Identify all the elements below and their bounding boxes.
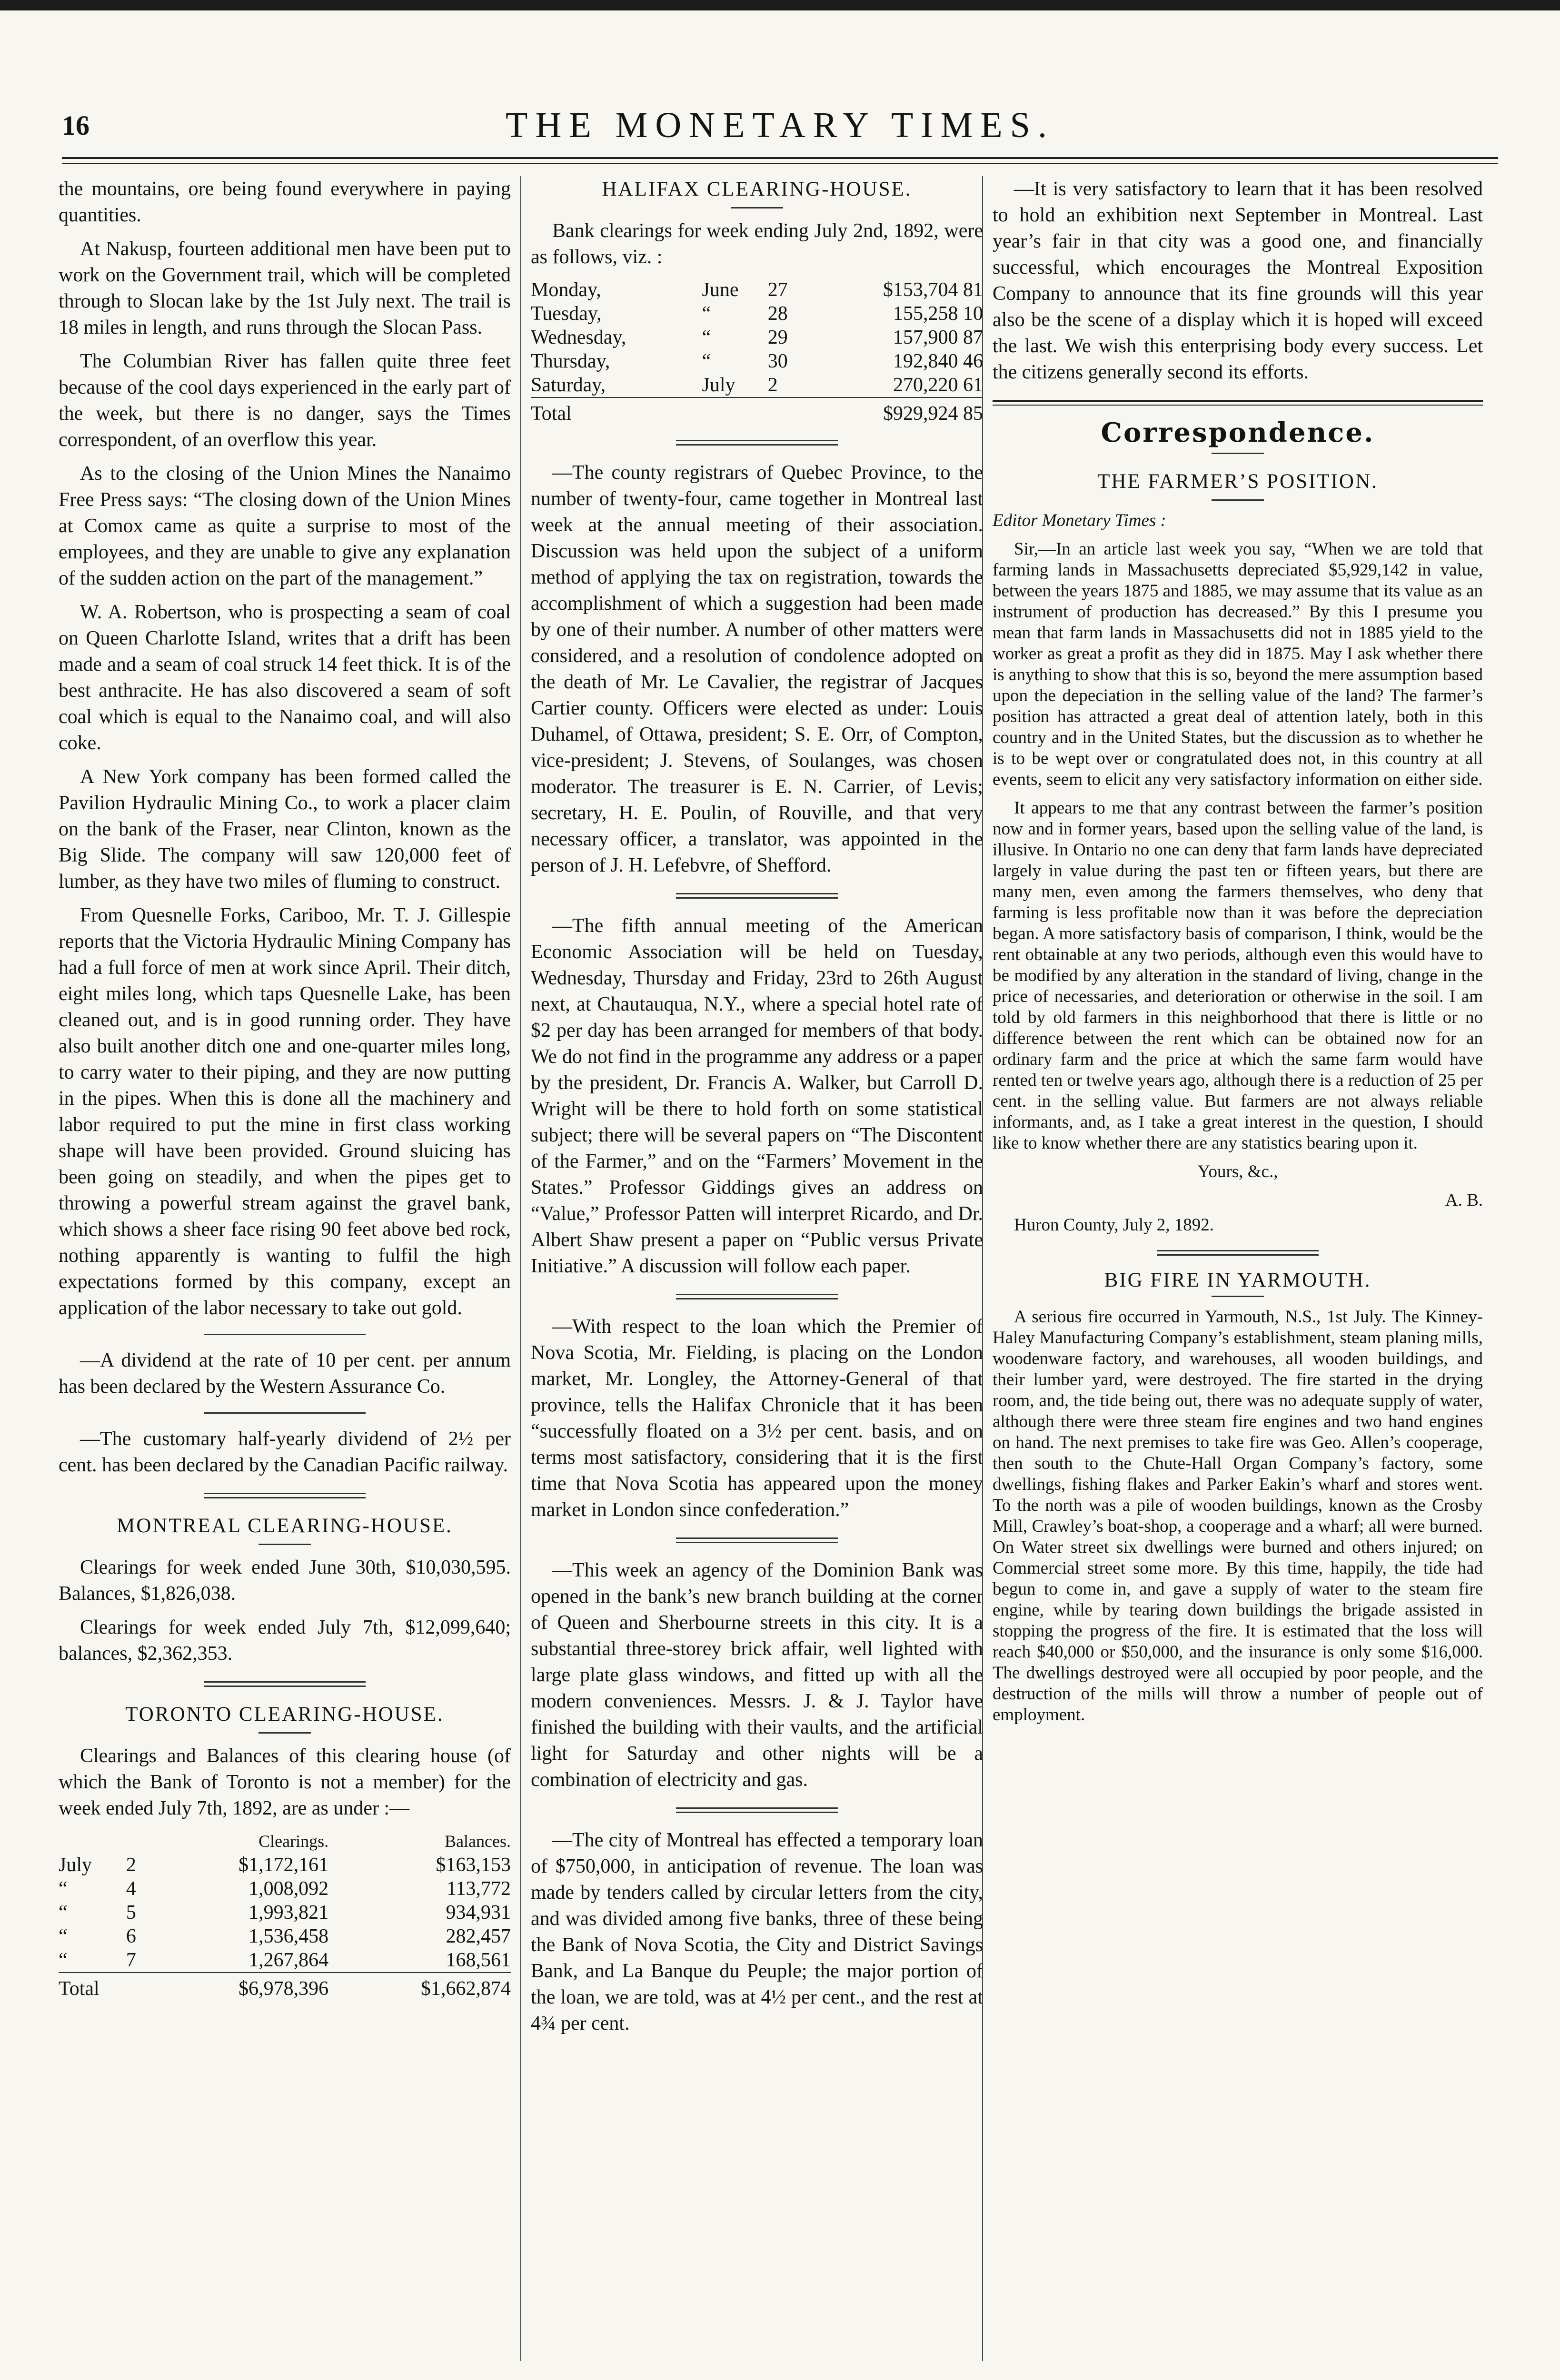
toronto-clearings-table (59, 1829, 511, 2001)
balances-cell: $163,153 (436, 1854, 511, 1876)
article-text: —With respect to the loan which the Premier of Nova Scotia, Mr. Fielding, is placing on the London market, Mr. Longley, the Attorney-General of that province, tells the Halifax Chronicle that it has been “successfully floated on a 3½ per cent. basis, and on terms most satisfactory, considering that it is the first time that Nova Scotia has appeared upon the money market in London since confederation.” (531, 1316, 983, 1521)
month-cell: “ (702, 350, 711, 372)
table-total-row (59, 1973, 511, 2001)
weekday-cell: Saturday, (531, 374, 606, 396)
section-heading: BIG FIRE IN YARMOUTH. (1104, 1269, 1371, 1291)
table-row (531, 349, 983, 373)
day-cell: 2 (126, 1854, 136, 1876)
date-cell: 27 (767, 279, 788, 301)
divider (676, 1807, 838, 1813)
weekday-cell: Thursday, (531, 350, 610, 372)
section-heading: MONTREAL CLEARING-HOUSE. (117, 1515, 453, 1537)
article-text: —The county registrars of Quebec Province, to the number of twenty-four, came together in Montreal last week at the annual meeting of their association. Discussion was held upon the subject of a uniform method of applying the tax on registration, towards the accomplishment of which a suggestion had been made by one of their number. A number of other matters were considered, and a resolution of condolence adopted on the death of Mr. Le Cavalier, the registrar of Jacques Cartier county. Officers were elected as under: Louis Duhamel, of Ottawa, president; S. E. Orr, of Compton, vice-president; J. Stevens, of Soulanges, was chosen moderator. The treasurer is E. N. Carrier, of Levis; secretary, H. E. Poulin, of Rouville, and that very necessary officer, a translator, was appointed in the person of J. H. Lefebvre, of Shefford. (531, 462, 983, 876)
article-text: —A dividend at the rate of 10 per cent. per annum has been declared by the Western Assurance Co. (59, 1349, 511, 1398)
column-2 (520, 176, 983, 2361)
divider (1157, 1250, 1319, 1256)
article-text: Clearings for week ended June 30th, $10,030,595. Balances, $1,826,038. (59, 1557, 511, 1605)
article-text: —It is very satisfactory to learn that it has been resolved to hold an exhibition next September in Montreal. Last year’s fair in that city was a good one, and financially successful, which encourages the Montreal Exposition Company to announce that its fine grounds will this year also be the scene of a display which it is hoped will exceed the last. We wish this enterprising body every success. Let the citizens generally second its efforts. (993, 178, 1483, 383)
balances-cell: 934,931 (446, 1902, 511, 1924)
divider (258, 1732, 311, 1734)
column-1 (59, 176, 511, 2361)
divider (1212, 1296, 1264, 1297)
page-number: 16 (62, 110, 89, 141)
top-border (0, 0, 1560, 10)
section-heading: THE FARMER’S POSITION. (1097, 470, 1378, 493)
day-cell: 5 (126, 1902, 136, 1924)
balances-cell: 113,772 (447, 1878, 511, 1900)
month-cell: “ (702, 303, 711, 325)
amount-cell: 270,220 61 (893, 374, 983, 396)
day-cell: 7 (126, 1949, 136, 1971)
newspaper-title: THE MONETARY TIMES. (506, 105, 1054, 145)
divider (1212, 499, 1264, 501)
date-cell: 29 (767, 327, 788, 348)
article-text: Clearings and Balances of this clearing house (of which the Bank of Toronto is not a member) for the week ended July 7th, 1892, are as under :— (59, 1745, 511, 1819)
letter (993, 510, 1483, 1726)
clearings-cell: 1,536,458 (248, 1925, 329, 1947)
divider (1212, 453, 1264, 454)
article-text: Clearings for week ended July 7th, $12,099,640; balances, $2,362,353. (59, 1616, 511, 1665)
article-text: —The customary half-yearly dividend of 2½ per cent. has been declared by the Canadian Pacific railway. (59, 1428, 511, 1476)
month-cell: “ (702, 327, 711, 348)
total-amount: $929,924 85 (804, 397, 983, 426)
balances-cell: 282,457 (446, 1925, 511, 1947)
total-balances: $1,662,874 (328, 1973, 511, 2001)
total-clearings: $6,978,396 (146, 1973, 328, 2001)
month-cell: “ (59, 1925, 68, 1947)
clearings-cell: $1,172,161 (238, 1854, 329, 1876)
article-text: At Nakusp, fourteen additional men have been put to work on the Government trail, which will be completed through to Slocan lake by the 1st July next. The trail is 18 miles in length, and runs through the Slocan Pass. (59, 238, 511, 338)
table-row (59, 1948, 511, 1973)
divider (731, 207, 783, 208)
article-text: the mountains, ore being found everywhere in paying quantities. (59, 178, 511, 226)
divider (204, 1493, 366, 1498)
article-text: —The fifth annual meeting of the American Economic Association will be held on Tuesday, Wednesday, Thursday and Friday, 23rd to 26th August next, at Chautauqua, N.Y., where a special hotel rate of $2 per day has been arranged for members of that body. We do not find in the programme any address or a paper by the president, Dr. Francis A. Walker, but Carroll D. Wright will be there to hold forth on some statistical subject; there will be several papers on “The Discontent of the Farmer,” and on the “Farmers’ Movement in the States.” Professor Giddings gives an address on “Value,” Professor Patten will interpret Ricardo, and Dr. Albert Shaw present a paper on “Public versus Private Initiative.” A discussion will follow each paper. (531, 915, 983, 1277)
date-cell: 28 (767, 303, 788, 325)
day-cell: 4 (126, 1878, 136, 1900)
table-row (59, 1877, 511, 1901)
date-cell: 2 (767, 374, 778, 396)
day-cell: 6 (126, 1925, 136, 1947)
column-3 (982, 176, 1483, 2361)
column-header: Balances. (445, 1832, 511, 1851)
article-text: —This week an agency of the Dominion Bank was opened in the bank’s new branch building at the corner of Queen and Sherbourne streets in this city. It is a substantial three-storey brick affair, well lighted with large plate glass windows, and fitted up with all the modern conveniences. Messrs. J. & J. Taylor have finished the building with their vaults, and the artificial light for Saturday and other nights will be a combination of electricity and gas. (531, 1559, 983, 1791)
table-row (59, 1924, 511, 1948)
date-cell: 30 (767, 350, 788, 372)
article-text: A New York company has been formed called the Pavilion Hydraulic Mining Co., to work a placer claim on the bank of the Fraser, near Clinton, known as the Big Slide. The company will saw 120,000 feet of lumber, as they have two miles of fluming to construct. (59, 766, 511, 892)
table-row (531, 326, 983, 349)
divider (676, 1294, 838, 1299)
article-text: A serious fire occurred in Yarmouth, N.S., 1st July. The Kinney-Haley Manufacturing Company’s establishment, steam planing mills, woodenware factory, and warehouses, all wooden buildings, and their lumber yard, were destroyed. The fire started in the drying room, and, the tide being out, there was no adequate supply of water, although there were three steam fire engines and two hand engines on hand. The next premises to take fire was Geo. Allen’s cooperage, then south to the Chute-Hall Organ Company’s factory, some dwellings, fishing flakes and Parker Eakin’s wharf and stores went. To the north was a pile of wooden buildings, known as the Crosby Mill, Crawley’s boat-shop, a cooperage and a wharf; all were burned. On Water street six dwellings were burned and others injured; on Commercial street some more. By this time, happily, the tide had begun to come in, and gave a supply of water to the steam fire engine, while by tearing down buildings the brigade assisted in stopping the progress of the fire. It is estimated that the loss will reach $40,000 or $50,000, and the insurance is only some $16,000. The dwellings destroyed were all occupied by poor people, and the destruction of the mills will throw a number of people out of employment. (993, 1307, 1483, 1725)
divider (204, 1412, 366, 1414)
table-row (59, 1853, 511, 1877)
month-cell: “ (59, 1902, 68, 1924)
divider (676, 440, 838, 446)
column-header: Clearings. (258, 1832, 329, 1851)
weekday-cell: Wednesday, (531, 327, 626, 348)
divider (258, 1544, 311, 1545)
weekday-cell: Tuesday, (531, 303, 602, 325)
month-cell: “ (59, 1949, 68, 1971)
amount-cell: 155,258 10 (893, 303, 983, 325)
article-text: From Quesnelle Forks, Cariboo, Mr. T. J. Gillespie reports that the Victoria Hydraulic Mining Company has had a full force of men at work since April. Their ditch, eight miles long, which taps Quesnelle Lake, has been cleaned out, and is in good running order. They have also built another ditch one and one-quarter miles long, to carry water to their piping, and they are now putting in the pipes. When this is done all the machinery and labor required to put the mine in first class working shape will have been provided. Ground sluicing has been going on steadily, and when the pipes get to throwing a powerful stream against the gravel bank, which shows a sheer face rising 90 feet above bed rock, nothing apparently is wanting to fulfil the high expectations formed by this company, except an application of the labor necessary to take out gold. (59, 904, 511, 1319)
month-cell: “ (59, 1878, 68, 1900)
month-cell: June (702, 279, 739, 301)
correspondence-heading: Correspondence. (1101, 417, 1375, 448)
table-row (531, 373, 983, 397)
table-header-row (59, 1829, 511, 1853)
table-total-row (531, 397, 983, 426)
halifax-clearings-table (531, 278, 983, 426)
clearings-cell: 1,267,864 (248, 1949, 329, 1971)
amount-cell: 157,900 87 (893, 327, 983, 348)
clearings-cell: 1,008,092 (248, 1878, 329, 1900)
month-cell: July (702, 374, 735, 396)
article-text: Bank clearings for week ending July 2nd, 1892, were as follows, viz. : (531, 220, 983, 268)
letter-text: Sir,—In an article last week you say, “When we are told that farming lands in Massachusetts depreciated $5,929,142 in value, between the years 1875 and 1885, we may assume that its value as an instrument of production has decreased.” By this I presume you mean that farm lands in Massachusetts did not in 1885 yield to the worker as great a profit as they did in 1875. May I ask whether there is anything to show that this is so, beyond the mere assumption based upon the depeciation in the selling value of the land? The farmer’s position has attracted a great deal of attention lately, both in this country and in the United States, but the discussion as to whether he is to be wept over or congratulated does not, in this country at all events, seem to elicit any very satisfactory information on either side. (993, 539, 1483, 789)
section-heading: TORONTO CLEARING-HOUSE. (125, 1703, 444, 1726)
masthead-rule (62, 157, 1498, 164)
weekday-cell: Monday, (531, 279, 601, 301)
article-text: W. A. Robertson, who is prospecting a seam of coal on Queen Charlotte Island, writes that a drift has been made and a seam of coal struck 14 feet thick. It is of the best anthracite. He has also discovered a seam of soft coal which is equal to the Nanaimo coal, and will also coke. (59, 601, 511, 754)
clearings-cell: 1,993,821 (248, 1902, 329, 1924)
divider (204, 1681, 366, 1687)
table-row (531, 278, 983, 302)
amount-cell: 192,840 46 (893, 350, 983, 372)
signature: A. B. (1445, 1190, 1483, 1210)
editor-line: Editor Monetary Times : (993, 511, 1166, 530)
article-text: The Columbian River has fallen quite three feet because of the cool days experienced in the early part of the week, but there is no danger, says the Times correspondent, of an overflow this year. (59, 350, 511, 451)
amount-cell: $153,704 81 (883, 279, 983, 301)
article-text: —The city of Montreal has effected a temporary loan of $750,000, in anticipation of revenue. The loan was made by tenders called by circular letters from the city, and was divided among five banks, three of these being the Bank of Nova Scotia, the City and District Savings Bank, and La Banque du Peuple; the major portion of the loan, we are told, was at 4½ per cent., and the rest at 4¾ per cent. (531, 1829, 983, 2034)
closing: Yours, &c., (1197, 1162, 1278, 1181)
divider (204, 1334, 366, 1335)
divider (676, 1537, 838, 1543)
divider (676, 893, 838, 899)
article-text: As to the closing of the Union Mines the Nanaimo Free Press says: “The closing down of the Union Mines at Comox came as quite a surprise to most of the employees, and they are unable to give any explanation of the sudden action on the part of the management.” (59, 463, 511, 589)
table-row (59, 1901, 511, 1924)
section-rule (993, 400, 1483, 406)
section-heading: HALIFAX CLEARING-HOUSE. (602, 178, 912, 200)
month-cell: July (59, 1854, 92, 1876)
letter-text: It appears to me that any contrast between the farmer’s position now and in former years, based upon the selling value of the land, is illusive. In Ontario no one can deny that farm lands have depreciated largely in value during the past ten or fifteen years, but there are many men, even among the farmers themselves, who deny that farming is less profitable now than it was before the depreciation began. A more satisfactory basis of comparison, I think, would be the rent obtainable at any two periods, although even this would have to be modified by any alteration in the standard of living, change in the price of necessaries, and deterioration or otherwise in the soil. I am told by old farmers in this neighborhood that there is little or no difference between the rent which can be obtained now for an ordinary farm and the price at which the same farm would have rented ten or twelve years ago, although there is a reduction of 25 per cent. in the selling value. But farmers are not always reliable informants, and, as I take a great interest in the question, I should like to know whether there are any statistics bearing upon it. (993, 798, 1483, 1153)
total-label: Total (59, 1973, 146, 2001)
table-row (531, 302, 983, 326)
balances-cell: 168,561 (446, 1949, 511, 1971)
place-date: Huron County, July 2, 1892. (1014, 1215, 1214, 1235)
total-label: Total (531, 397, 804, 426)
masthead (62, 95, 1498, 157)
